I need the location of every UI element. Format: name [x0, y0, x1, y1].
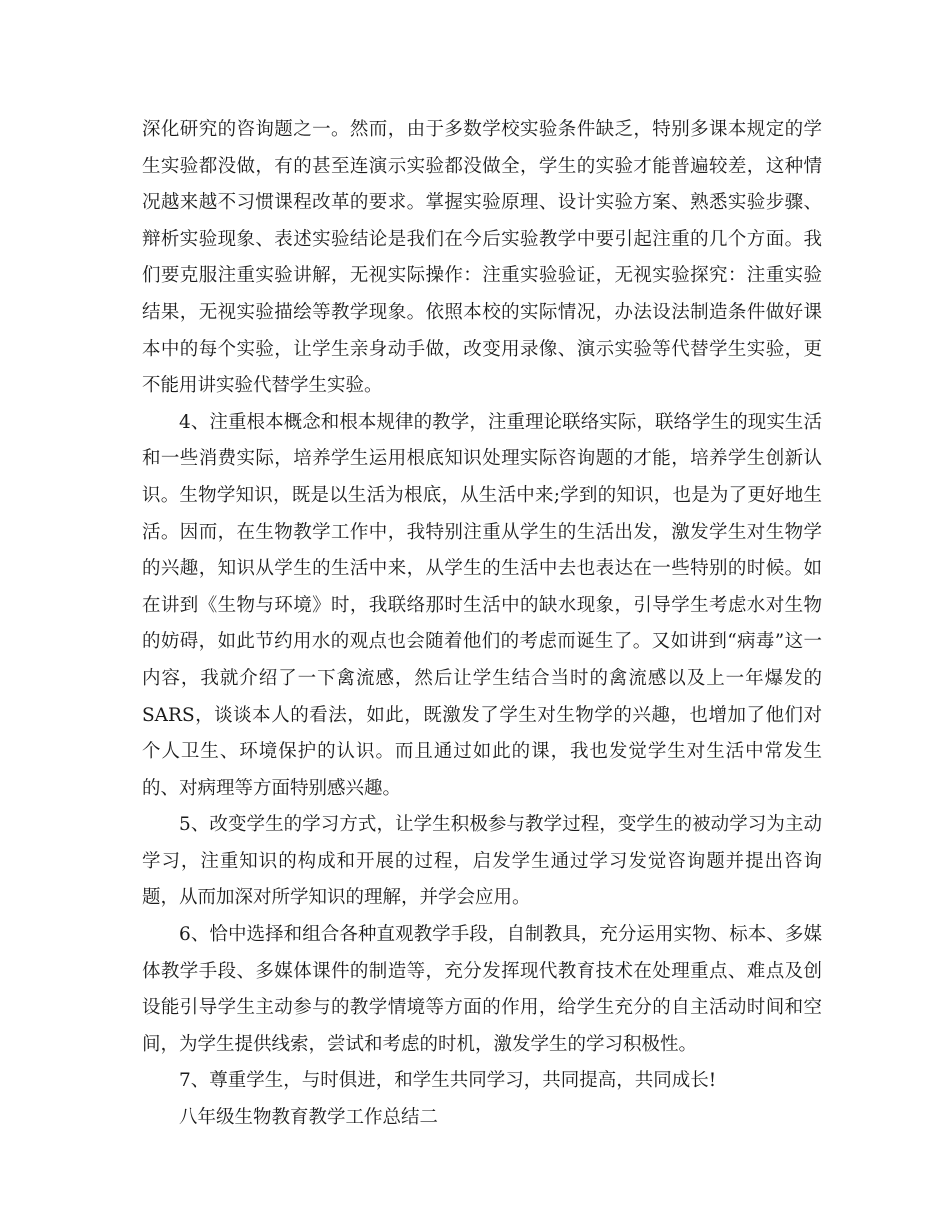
paragraph-item-4: 4、注重根本概念和根本规律的教学，注重理论联络实际，联络学生的现实生活和一些消费实际，培养学生运用根底知识处理实际咨询题的才能，培养学生创新认识。生物学知识，既是以生活为根底，从生活中来;学到的知识，也是为了更好地生活。因而，在生物教学工作中，我特别注重从学生的生活出发，激发学生对生物学的兴趣，知识从学生的生活中来，从学生的生活中去也表达在一些特别的时候。如在讲到《生物与环境》时，我联络那时生活中的缺水现象，引导学生考虑水对生物的妨碍，如此节约用水的观点也会随着他们的考虑而诞生了。又如讲到“病毒”这一内容，我就介绍了一下禽流感，然后让学生结合当时的禽流感以及上一年爆发的SARS，谈谈本人的看法，如此，既激发了学生对生物学的兴趣，也增加了他们对个人卫生、环境保护的认识。而且通过如此的课，我也发觉学生对生活中常发生的、对病理等方面特别感兴趣。	[142, 411, 822, 799]
paragraph-item-7: 7、尊重学生，与时俱进，和学生共同学习，共同提高，共同成长!	[179, 1070, 717, 1092]
paragraph-item-6: 6、恰中选择和组合各种直观教学手段，自制教具，充分运用实物、标本、多媒体教学手段、多媒体课件的制造等，充分发挥现代教育技术在处理重点、难点及创设能引导学生主动参与的教学情境等方面的作用，给学生充分的自主活动时间和空间，为学生提供线索，尝试和考虑的时机，激发学生的学习积极性。	[142, 924, 822, 1055]
section-heading: 八年级生物教育教学工作总结二	[179, 1107, 439, 1129]
document-body	[142, 112, 822, 1137]
paragraph-continuation: 深化研究的咨询题之一。然而，由于多数学校实验条件缺乏，特别多课本规定的学生实验都没做，有的甚至连演示实验都没做全，学生的实验才能普遍较差，这种情况越来越不习惯课程改革的要求。掌握实验原理、设计实验方案、熟悉实验步骤、辩析实验现象、表述实验结论是我们在今后实验教学中要引起注重的几个方面。我们要克服注重实验讲解，无视实际操作：注重实验验证，无视实验探究：注重实验结果，无视实验描绘等教学现象。依照本校的实际情况，办法设法制造条件做好课本中的每个实验，让学生亲身动手做，改变用录像、演示实验等代替学生实验，更不能用讲实验代替学生实验。	[142, 119, 822, 397]
paragraph-item-5: 5、改变学生的学习方式，让学生积极参与教学过程，变学生的被动学习为主动学习，注重知识的构成和开展的过程，启发学生通过学习发觉咨询题并提出咨询题，从而加深对所学知识的理解，并学会应用。	[142, 814, 822, 909]
